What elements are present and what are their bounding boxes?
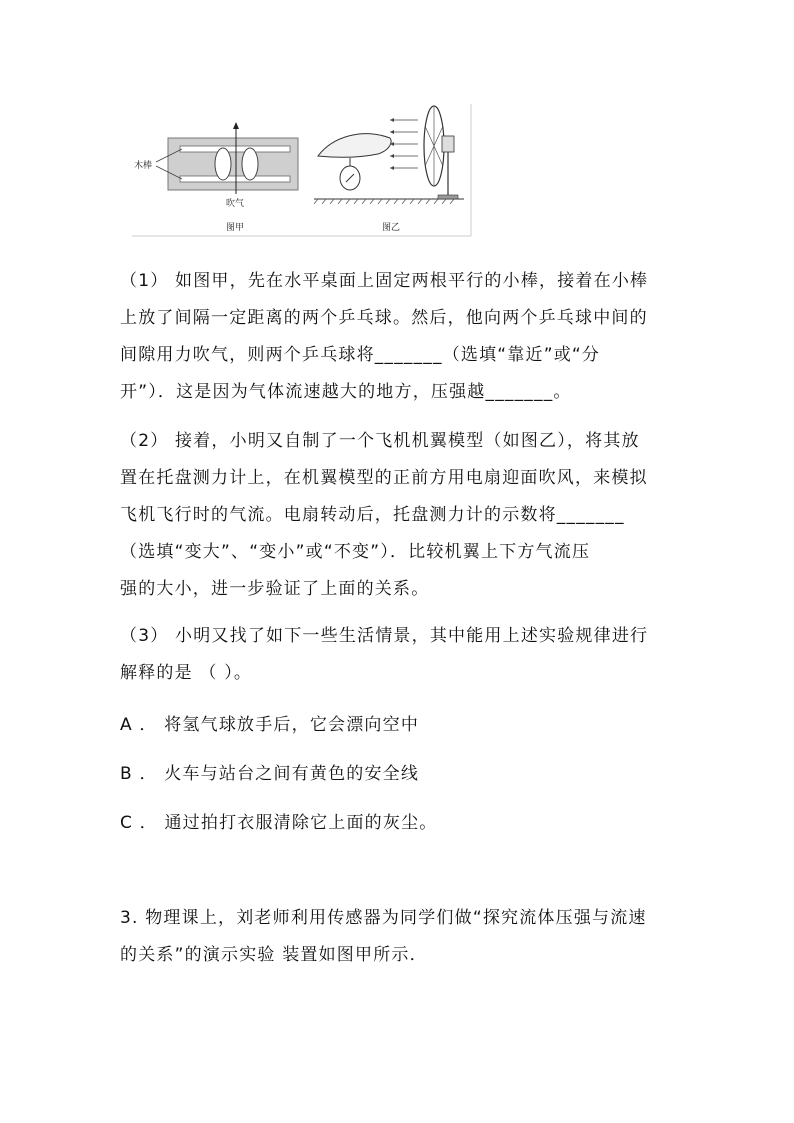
question-2-line: 强的大小，进一步验证了上面的关系。 <box>120 579 430 599</box>
blow-label: 吹气 <box>226 199 245 209</box>
wood-rod-label: 木棒 <box>134 161 153 171</box>
question-1 <box>120 263 680 411</box>
next-question-line: 的关系”的演示实验 装置如图甲所示． <box>120 945 428 965</box>
option-c: C ． 通过拍打衣服清除它上面的灰尘。 <box>120 813 438 833</box>
question-3-next <box>120 900 680 974</box>
question-2-line: 飞机飞行时的气流。电扇转动后，托盘测力计的示数将_______ <box>120 505 625 525</box>
option-a: A ． 将氢气球放手后，它会漂向空中 <box>120 715 420 735</box>
option-b: B ． 火车与站台之间有黄色的安全线 <box>120 764 420 784</box>
question-1-line: （1） 如图甲，先在水平桌面上固定两根平行的小棒，接着在小棒 <box>120 271 649 291</box>
experiment-figure <box>128 96 473 241</box>
next-question-line: 3. 物理课上，刘老师利用传感器为同学们做“探究流体压强与流速 <box>120 908 647 928</box>
figure-a <box>134 122 298 233</box>
question-2-line: （2） 接着，小明又自制了一个飞机机翼模型（如图乙），将其放 <box>120 431 640 451</box>
question-1-line: 间隙用力吹气，则两个乒乓球将_______（选填“靠近”或“分 <box>120 345 601 365</box>
question-2-line: 置在托盘测力计上，在机翼模型的正前方用电扇迎面吹风，来模拟 <box>120 468 648 488</box>
question-2-line: （选填“变大”、“变小”或“不变”）．比较机翼上下方气流压 <box>120 542 591 562</box>
question-1-line: 上放了间隔一定距离的两个乒乓球。然后，他向两个乒乓球中间的 <box>120 308 648 328</box>
figure-b-caption: 图乙 <box>382 223 401 233</box>
question-3 <box>120 618 680 692</box>
figure-illustration <box>128 96 473 241</box>
question-3-line: 解释的是 （ ）。 <box>120 663 253 683</box>
figure-b <box>314 106 464 233</box>
question-3-line: （3） 小明又找了如下一些生活情景，其中能用上述实验规律进行 <box>120 626 649 646</box>
figure-a-caption: 图甲 <box>226 223 245 233</box>
question-1-line: 开”）．这是因为气体流速越大的地方，压强越_______。 <box>120 382 572 402</box>
answer-options <box>120 701 680 848</box>
question-2 <box>120 423 680 608</box>
